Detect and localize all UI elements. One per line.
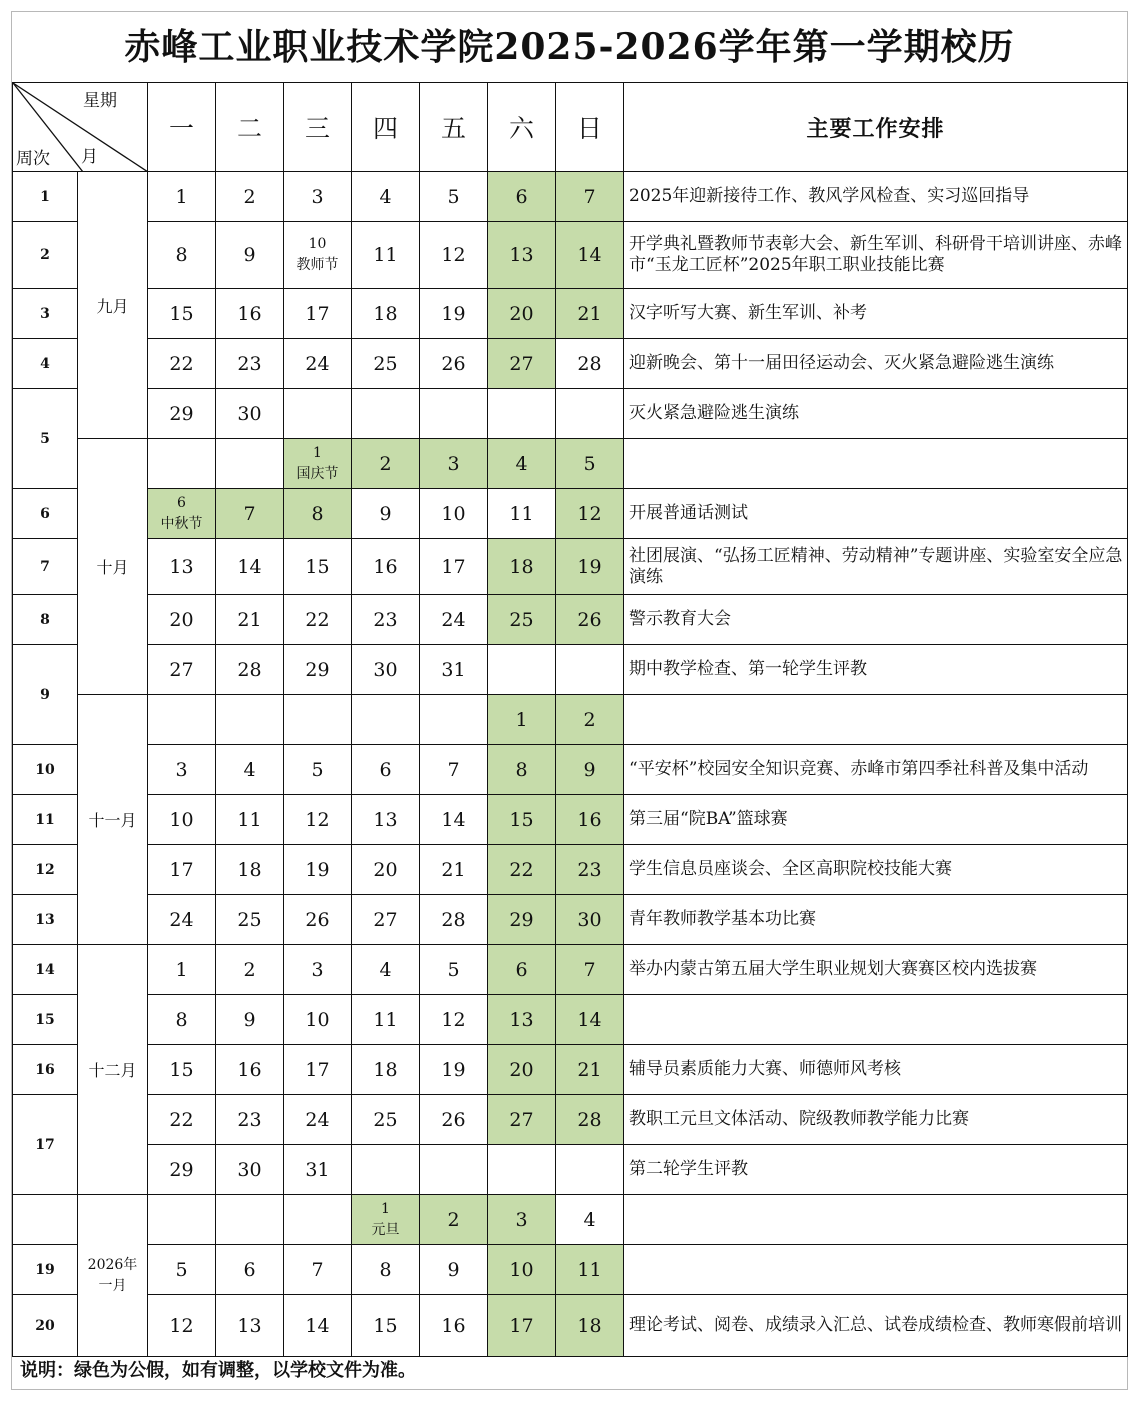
day-cell: 13 bbox=[352, 795, 420, 845]
day-cell-empty bbox=[488, 645, 556, 695]
day-cell-holiday: 15 bbox=[488, 795, 556, 845]
day-cell: 8 bbox=[148, 222, 216, 289]
day-cell: 30 bbox=[352, 645, 420, 695]
holiday-name: 中秋节 bbox=[160, 515, 203, 532]
day-cell: 7 bbox=[284, 1245, 352, 1295]
day-cell: 26 bbox=[284, 895, 352, 945]
day-cell-holiday: 17 bbox=[488, 1295, 556, 1357]
day-cell: 5 bbox=[148, 1245, 216, 1295]
week-number: 17 bbox=[13, 1095, 78, 1195]
day-cell: 22 bbox=[284, 595, 352, 645]
day-cell: 3 bbox=[284, 172, 352, 222]
day-cell-holiday: 28 bbox=[556, 1095, 624, 1145]
day-cell-holiday: 22 bbox=[488, 845, 556, 895]
day-cell: 15 bbox=[148, 1045, 216, 1095]
day-cell-empty bbox=[284, 1195, 352, 1245]
day-cell-holiday: 25 bbox=[488, 595, 556, 645]
day-cell-holiday: 6 bbox=[488, 945, 556, 995]
day-cell: 15 bbox=[284, 539, 352, 595]
holiday-name: 元旦 bbox=[371, 1221, 400, 1238]
day-cell: 16 bbox=[420, 1295, 488, 1357]
day-cell: 9 bbox=[352, 489, 420, 539]
calendar-row bbox=[13, 845, 1128, 895]
day-cell-holiday: 2 bbox=[556, 695, 624, 745]
calendar-row bbox=[13, 339, 1128, 389]
holiday-name: 教师节 bbox=[296, 257, 339, 273]
calendar-row bbox=[13, 1295, 1128, 1357]
day-cell: 5 bbox=[420, 945, 488, 995]
day-cell: 19 bbox=[420, 1045, 488, 1095]
day-cell: 24 bbox=[148, 895, 216, 945]
day-cell-holiday: 7 bbox=[556, 945, 624, 995]
event-cell: 迎新晚会、第十一届田径运动会、灭火紧急避险逃生演练 bbox=[624, 339, 1128, 389]
day-cell-holiday: 18 bbox=[488, 539, 556, 595]
day-cell-holiday: 2 bbox=[420, 1195, 488, 1245]
calendar-row bbox=[13, 695, 1128, 745]
day-number: 6 bbox=[177, 494, 186, 511]
day-cell-empty bbox=[352, 695, 420, 745]
day-cell: 31 bbox=[284, 1145, 352, 1195]
day-cell: 5 bbox=[284, 745, 352, 795]
day-cell-holiday: 3 bbox=[488, 1195, 556, 1245]
event-cell bbox=[624, 1245, 1128, 1295]
week-number: 14 bbox=[13, 945, 78, 995]
day-cell: 27 bbox=[148, 645, 216, 695]
calendar-row bbox=[13, 1095, 1128, 1145]
day-cell: 6 bbox=[352, 745, 420, 795]
day-cell-empty bbox=[148, 1195, 216, 1245]
day-cell: 9 bbox=[216, 995, 284, 1045]
event-cell: 汉字听写大赛、新生军训、补考 bbox=[624, 289, 1128, 339]
calendar-row bbox=[13, 895, 1128, 945]
day-cell-empty bbox=[148, 695, 216, 745]
week-number: 2 bbox=[13, 222, 78, 289]
event-cell bbox=[624, 695, 1128, 745]
day-number: 1 bbox=[381, 1200, 390, 1217]
day-cell: 21 bbox=[420, 845, 488, 895]
day-cell: 9 bbox=[216, 222, 284, 289]
day-cell-holiday: 23 bbox=[556, 845, 624, 895]
day-cell: 9 bbox=[420, 1245, 488, 1295]
weekday-header: 六 bbox=[488, 83, 556, 172]
day-cell-holiday: 7 bbox=[216, 489, 284, 539]
calendar-row bbox=[13, 539, 1128, 595]
month-label: 十月 bbox=[78, 439, 148, 695]
weekday-header: 日 bbox=[556, 83, 624, 172]
calendar-row bbox=[13, 645, 1128, 695]
day-cell: 30 bbox=[216, 1145, 284, 1195]
day-cell: 28 bbox=[420, 895, 488, 945]
event-cell: 举办内蒙古第五届大学生职业规划大赛赛区校内选拔赛 bbox=[624, 945, 1128, 995]
day-cell: 17 bbox=[284, 1045, 352, 1095]
week-number: 1 bbox=[13, 172, 78, 222]
day-cell: 1 bbox=[148, 945, 216, 995]
day-cell-empty bbox=[420, 389, 488, 439]
day-cell-empty bbox=[284, 695, 352, 745]
calendar-row bbox=[13, 289, 1128, 339]
event-cell bbox=[624, 1195, 1128, 1245]
day-cell: 29 bbox=[148, 1145, 216, 1195]
day-cell: 23 bbox=[352, 595, 420, 645]
calendar-row bbox=[13, 795, 1128, 845]
day-cell: 6 bbox=[216, 1245, 284, 1295]
day-cell: 29 bbox=[148, 389, 216, 439]
day-cell: 16 bbox=[352, 539, 420, 595]
calendar-row bbox=[13, 595, 1128, 645]
week-number: 11 bbox=[13, 795, 78, 845]
day-cell-holiday: 1 bbox=[488, 695, 556, 745]
day-cell: 19 bbox=[284, 845, 352, 895]
corner-weekday-label: 星期 bbox=[83, 91, 117, 111]
day-cell-holiday: 2 bbox=[352, 439, 420, 489]
day-cell-empty bbox=[352, 1145, 420, 1195]
day-cell: 31 bbox=[420, 645, 488, 695]
day-cell-holiday bbox=[148, 489, 216, 539]
day-cell: 14 bbox=[216, 539, 284, 595]
month-label: 十一月 bbox=[78, 695, 148, 945]
day-cell-holiday: 21 bbox=[556, 289, 624, 339]
day-cell: 11 bbox=[488, 489, 556, 539]
day-cell: 26 bbox=[420, 339, 488, 389]
day-cell: 21 bbox=[216, 595, 284, 645]
day-cell: 3 bbox=[284, 945, 352, 995]
day-cell: 8 bbox=[352, 1245, 420, 1295]
day-cell-empty bbox=[488, 1145, 556, 1195]
calendar-row bbox=[13, 1245, 1128, 1295]
calendar-row bbox=[13, 945, 1128, 995]
day-cell: 20 bbox=[352, 845, 420, 895]
page-title: 赤峰工业职业技术学院2025-2026学年第一学期校历 bbox=[124, 26, 1015, 68]
day-cell: 4 bbox=[556, 1195, 624, 1245]
day-cell: 15 bbox=[148, 289, 216, 339]
day-cell: 30 bbox=[216, 389, 284, 439]
calendar-row bbox=[13, 172, 1128, 222]
day-cell: 12 bbox=[148, 1295, 216, 1357]
event-cell: “平安杯”校园安全知识竞赛、赤峰市第四季社科普及集中活动 bbox=[624, 745, 1128, 795]
day-cell: 11 bbox=[352, 995, 420, 1045]
day-cell: 17 bbox=[284, 289, 352, 339]
corner-month-label: 月 bbox=[81, 147, 98, 167]
day-cell-holiday: 10 bbox=[488, 1245, 556, 1295]
week-number: 7 bbox=[13, 539, 78, 595]
calendar-row bbox=[13, 745, 1128, 795]
weekday-header: 四 bbox=[352, 83, 420, 172]
day-cell-holiday: 19 bbox=[556, 539, 624, 595]
day-cell-holiday bbox=[352, 1195, 420, 1245]
day-cell: 1 bbox=[148, 172, 216, 222]
day-cell-holiday: 14 bbox=[556, 222, 624, 289]
calendar-row bbox=[13, 489, 1128, 539]
day-cell: 28 bbox=[556, 339, 624, 389]
week-number: 5 bbox=[13, 389, 78, 489]
weekday-header: 二 bbox=[216, 83, 284, 172]
day-cell: 12 bbox=[420, 995, 488, 1045]
day-cell: 3 bbox=[148, 745, 216, 795]
weekday-header: 一 bbox=[148, 83, 216, 172]
day-cell: 17 bbox=[420, 539, 488, 595]
footnote: 说明：绿色为公假，如有调整，以学校文件为准。 bbox=[20, 1360, 416, 1381]
day-cell: 25 bbox=[352, 339, 420, 389]
corner-week-label: 周次 bbox=[16, 149, 50, 169]
day-number: 1 bbox=[313, 444, 322, 461]
day-cell: 25 bbox=[216, 895, 284, 945]
day-cell: 7 bbox=[420, 745, 488, 795]
day-cell-holiday: 7 bbox=[556, 172, 624, 222]
day-cell-empty bbox=[556, 645, 624, 695]
day-cell-empty bbox=[556, 1145, 624, 1195]
weekday-header: 三 bbox=[284, 83, 352, 172]
day-cell-empty bbox=[216, 1195, 284, 1245]
day-cell-empty bbox=[488, 389, 556, 439]
day-cell-holiday: 27 bbox=[488, 339, 556, 389]
event-cell: 第三届“院BA”篮球赛 bbox=[624, 795, 1128, 845]
day-cell-empty bbox=[420, 1145, 488, 1195]
day-cell-empty bbox=[148, 439, 216, 489]
day-cell: 14 bbox=[284, 1295, 352, 1357]
day-number: 10 bbox=[308, 236, 327, 252]
corner-cell bbox=[13, 83, 148, 172]
event-cell bbox=[624, 995, 1128, 1045]
day-cell-holiday: 8 bbox=[488, 745, 556, 795]
day-cell: 19 bbox=[420, 289, 488, 339]
day-cell: 23 bbox=[216, 1095, 284, 1145]
day-cell: 4 bbox=[352, 945, 420, 995]
day-cell: 15 bbox=[352, 1295, 420, 1357]
week-number: 4 bbox=[13, 339, 78, 389]
day-cell-holiday: 20 bbox=[488, 1045, 556, 1095]
day-cell-holiday: 5 bbox=[556, 439, 624, 489]
day-cell: 28 bbox=[216, 645, 284, 695]
month-label: 九月 bbox=[78, 172, 148, 439]
day-cell-holiday: 26 bbox=[556, 595, 624, 645]
event-cell: 社团展演、“弘扬工匠精神、劳动精神”专题讲座、实验室安全应急演练 bbox=[624, 539, 1128, 595]
week-number: 16 bbox=[13, 1045, 78, 1095]
event-cell: 灭火紧急避险逃生演练 bbox=[624, 389, 1128, 439]
holiday-name: 国庆节 bbox=[296, 465, 339, 482]
week-number: 13 bbox=[13, 895, 78, 945]
week-number: 6 bbox=[13, 489, 78, 539]
day-cell: 18 bbox=[352, 289, 420, 339]
event-cell bbox=[624, 439, 1128, 489]
day-cell: 11 bbox=[216, 795, 284, 845]
day-cell: 18 bbox=[352, 1045, 420, 1095]
day-cell: 26 bbox=[420, 1095, 488, 1145]
day-cell: 16 bbox=[216, 289, 284, 339]
day-cell: 17 bbox=[148, 845, 216, 895]
day-cell: 24 bbox=[420, 595, 488, 645]
day-cell: 4 bbox=[352, 172, 420, 222]
event-cell: 第二轮学生评教 bbox=[624, 1145, 1128, 1195]
week-number: 15 bbox=[13, 995, 78, 1045]
week-number: 9 bbox=[13, 645, 78, 745]
day-cell-holiday: 12 bbox=[556, 489, 624, 539]
day-cell-empty bbox=[556, 389, 624, 439]
day-cell: 14 bbox=[420, 795, 488, 845]
day-cell: 13 bbox=[148, 539, 216, 595]
day-cell-empty bbox=[420, 695, 488, 745]
calendar-row bbox=[13, 222, 1128, 289]
event-cell: 开学典礼暨教师节表彰大会、新生军训、科研骨干培训讲座、赤峰市“玉龙工匠杯”2025年职工职业技能比赛 bbox=[624, 222, 1128, 289]
week-number bbox=[13, 1195, 78, 1245]
event-cell: 警示教育大会 bbox=[624, 595, 1128, 645]
day-cell: 8 bbox=[148, 995, 216, 1045]
day-cell: 22 bbox=[148, 339, 216, 389]
week-number: 20 bbox=[13, 1295, 78, 1357]
day-cell-empty bbox=[216, 439, 284, 489]
event-cell: 教职工元旦文体活动、院级教师教学能力比赛 bbox=[624, 1095, 1128, 1145]
event-cell: 2025年迎新接待工作、教风学风检查、实习巡回指导 bbox=[624, 172, 1128, 222]
week-number: 3 bbox=[13, 289, 78, 339]
day-cell-holiday bbox=[284, 439, 352, 489]
day-cell-holiday: 30 bbox=[556, 895, 624, 945]
day-cell: 10 bbox=[284, 995, 352, 1045]
day-cell: 18 bbox=[216, 845, 284, 895]
day-cell-holiday: 13 bbox=[488, 222, 556, 289]
day-cell bbox=[284, 222, 352, 289]
day-cell: 29 bbox=[284, 645, 352, 695]
day-cell: 22 bbox=[148, 1095, 216, 1145]
month-label: 2026年 一月 bbox=[78, 1195, 148, 1357]
events-header: 主要工作安排 bbox=[624, 83, 1128, 172]
day-cell: 10 bbox=[148, 795, 216, 845]
week-number: 8 bbox=[13, 595, 78, 645]
day-cell-holiday: 4 bbox=[488, 439, 556, 489]
day-cell: 12 bbox=[420, 222, 488, 289]
event-cell: 学生信息员座谈会、全区高职院校技能大赛 bbox=[624, 845, 1128, 895]
day-cell-holiday: 20 bbox=[488, 289, 556, 339]
day-cell: 2 bbox=[216, 945, 284, 995]
calendar-row bbox=[13, 1195, 1128, 1245]
week-number: 12 bbox=[13, 845, 78, 895]
calendar-row bbox=[13, 389, 1128, 439]
day-cell-holiday: 13 bbox=[488, 995, 556, 1045]
event-cell: 期中教学检查、第一轮学生评教 bbox=[624, 645, 1128, 695]
event-cell: 开展普通话测试 bbox=[624, 489, 1128, 539]
day-cell-holiday: 27 bbox=[488, 1095, 556, 1145]
day-cell: 24 bbox=[284, 339, 352, 389]
week-number: 10 bbox=[13, 745, 78, 795]
day-cell-holiday: 9 bbox=[556, 745, 624, 795]
event-cell: 青年教师教学基本功比赛 bbox=[624, 895, 1128, 945]
weekday-header: 五 bbox=[420, 83, 488, 172]
day-cell-holiday: 8 bbox=[284, 489, 352, 539]
day-cell: 11 bbox=[352, 222, 420, 289]
day-cell-holiday: 16 bbox=[556, 795, 624, 845]
month-label: 十二月 bbox=[78, 945, 148, 1195]
day-cell-holiday: 18 bbox=[556, 1295, 624, 1357]
calendar-table bbox=[12, 82, 1128, 1357]
day-cell-holiday: 29 bbox=[488, 895, 556, 945]
event-cell: 辅导员素质能力大赛、师德师风考核 bbox=[624, 1045, 1128, 1095]
day-cell: 2 bbox=[216, 172, 284, 222]
calendar-row bbox=[13, 1145, 1128, 1195]
day-cell: 20 bbox=[148, 595, 216, 645]
day-cell: 13 bbox=[216, 1295, 284, 1357]
day-cell-empty bbox=[284, 389, 352, 439]
day-cell: 25 bbox=[352, 1095, 420, 1145]
week-number: 19 bbox=[13, 1245, 78, 1295]
calendar-row bbox=[13, 995, 1128, 1045]
day-cell: 10 bbox=[420, 489, 488, 539]
day-cell-holiday: 6 bbox=[488, 172, 556, 222]
calendar-row bbox=[13, 1045, 1128, 1095]
header-row bbox=[13, 83, 1128, 172]
day-cell: 5 bbox=[420, 172, 488, 222]
day-cell: 16 bbox=[216, 1045, 284, 1095]
day-cell: 4 bbox=[216, 745, 284, 795]
day-cell-holiday: 14 bbox=[556, 995, 624, 1045]
event-cell: 理论考试、阅卷、成绩录入汇总、试卷成绩检查、教师寒假前培训 bbox=[624, 1295, 1128, 1357]
calendar-row bbox=[13, 439, 1128, 489]
day-cell-empty bbox=[216, 695, 284, 745]
day-cell: 12 bbox=[284, 795, 352, 845]
day-cell-holiday: 3 bbox=[420, 439, 488, 489]
day-cell: 27 bbox=[352, 895, 420, 945]
day-cell-holiday: 21 bbox=[556, 1045, 624, 1095]
day-cell-empty bbox=[352, 389, 420, 439]
day-cell: 24 bbox=[284, 1095, 352, 1145]
day-cell: 23 bbox=[216, 339, 284, 389]
day-cell-holiday: 11 bbox=[556, 1245, 624, 1295]
